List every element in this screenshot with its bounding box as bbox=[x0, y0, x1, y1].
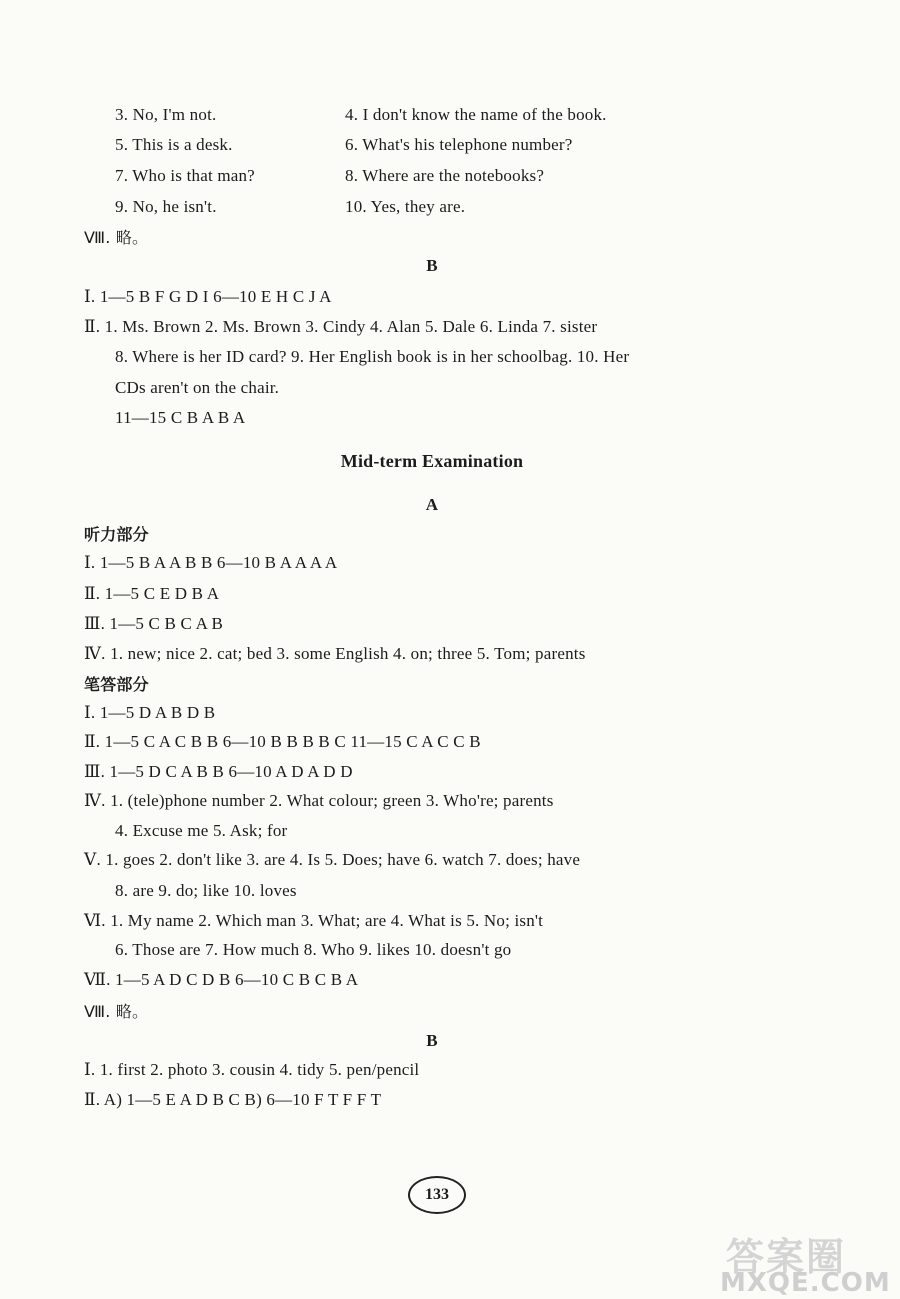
answer-right-6: 6. What's his telephone number? bbox=[345, 135, 573, 154]
answer-left-7: 7. Who is that man? bbox=[115, 166, 255, 185]
section-viii-line: Ⅷ. 略。 bbox=[84, 228, 149, 247]
answer-right-8: 8. Where are the notebooks? bbox=[345, 166, 545, 185]
writing-line-5: 4. Excuse me 5. Ask; for bbox=[115, 821, 288, 840]
listening-line-4: Ⅳ. 1. new; nice 2. cat; bed 3. some English 4. on; three 5. Tom; parents bbox=[84, 644, 586, 663]
watermark-bottom-text: MXQE.COM bbox=[720, 1268, 891, 1298]
section-b-line-5: 11—15 C B A B A bbox=[115, 408, 246, 427]
writing-line-6: Ⅴ. 1. goes 2. don't like 3. are 4. Is 5. Does; have 6. watch 7. does; have bbox=[84, 850, 581, 869]
writing-line-7: 8. are 9. do; like 10. loves bbox=[115, 881, 297, 900]
page-number-text: 133 bbox=[425, 1186, 449, 1203]
listening-line-2: Ⅱ. 1—5 C E D B A bbox=[84, 584, 220, 603]
answer-right-4: 4. I don't know the name of the book. bbox=[345, 105, 607, 124]
answer-left-3: 3. No, I'm not. bbox=[115, 105, 217, 124]
midterm-title: Mid-term Examination bbox=[340, 451, 524, 471]
writing-line-11: Ⅷ. 略。 bbox=[84, 1002, 149, 1021]
answer-right-10: 10. Yes, they are. bbox=[345, 197, 466, 216]
writing-line-9: 6. Those are 7. How much 8. Who 9. likes 10. doesn't go bbox=[115, 940, 512, 959]
watermark-top-text: 答案圈 bbox=[726, 1235, 847, 1279]
section-b-line-4: CDs aren't on the chair. bbox=[115, 378, 280, 397]
part-b-line-1: Ⅰ. 1. first 2. photo 3. cousin 4. tidy 5. pen/pencil bbox=[84, 1060, 420, 1079]
section-b-line-2: Ⅱ. 1. Ms. Brown 2. Ms. Brown 3. Cindy 4. Alan 5. Dale 6. Linda 7. sister bbox=[84, 317, 598, 336]
writing-label: 笔答部分 bbox=[84, 675, 149, 694]
writing-line-10: Ⅶ. 1—5 A D C D B 6—10 C B C B A bbox=[84, 970, 359, 989]
section-b-heading: B bbox=[426, 256, 438, 275]
writing-line-2: Ⅱ. 1—5 C A C B B 6—10 B B B B C 11—15 C A C C B bbox=[84, 732, 481, 751]
listening-line-1: Ⅰ. 1—5 B A A B B 6—10 B A A A A bbox=[84, 553, 338, 572]
writing-line-4: Ⅳ. 1. (tele)phone number 2. What colour; green 3. Who're; parents bbox=[84, 791, 554, 810]
writing-line-3: Ⅲ. 1—5 D C A B B 6—10 A D A D D bbox=[84, 762, 353, 781]
listening-line-3: Ⅲ. 1—5 C B C A B bbox=[84, 614, 224, 633]
midterm-heading-b: B bbox=[426, 1031, 438, 1050]
part-b-line-2: Ⅱ. A) 1—5 E A D B C B) 6—10 F T F F T bbox=[84, 1090, 382, 1109]
listening-label: 听力部分 bbox=[84, 525, 149, 544]
section-b-line-3: 8. Where is her ID card? 9. Her English book is in her schoolbag. 10. Her bbox=[115, 347, 630, 366]
watermark-logo bbox=[720, 1226, 895, 1296]
writing-line-8: Ⅵ. 1. My name 2. Which man 3. What; are 4. What is 5. No; isn't bbox=[84, 911, 544, 930]
page-number bbox=[408, 1176, 466, 1214]
section-b-line-1: Ⅰ. 1—5 B F G D I 6—10 E H C J A bbox=[84, 287, 332, 306]
answer-left-5: 5. This is a desk. bbox=[115, 135, 233, 154]
writing-line-1: Ⅰ. 1—5 D A B D B bbox=[84, 703, 216, 722]
answer-left-9: 9. No, he isn't. bbox=[115, 197, 217, 216]
midterm-heading-a: A bbox=[425, 495, 439, 514]
